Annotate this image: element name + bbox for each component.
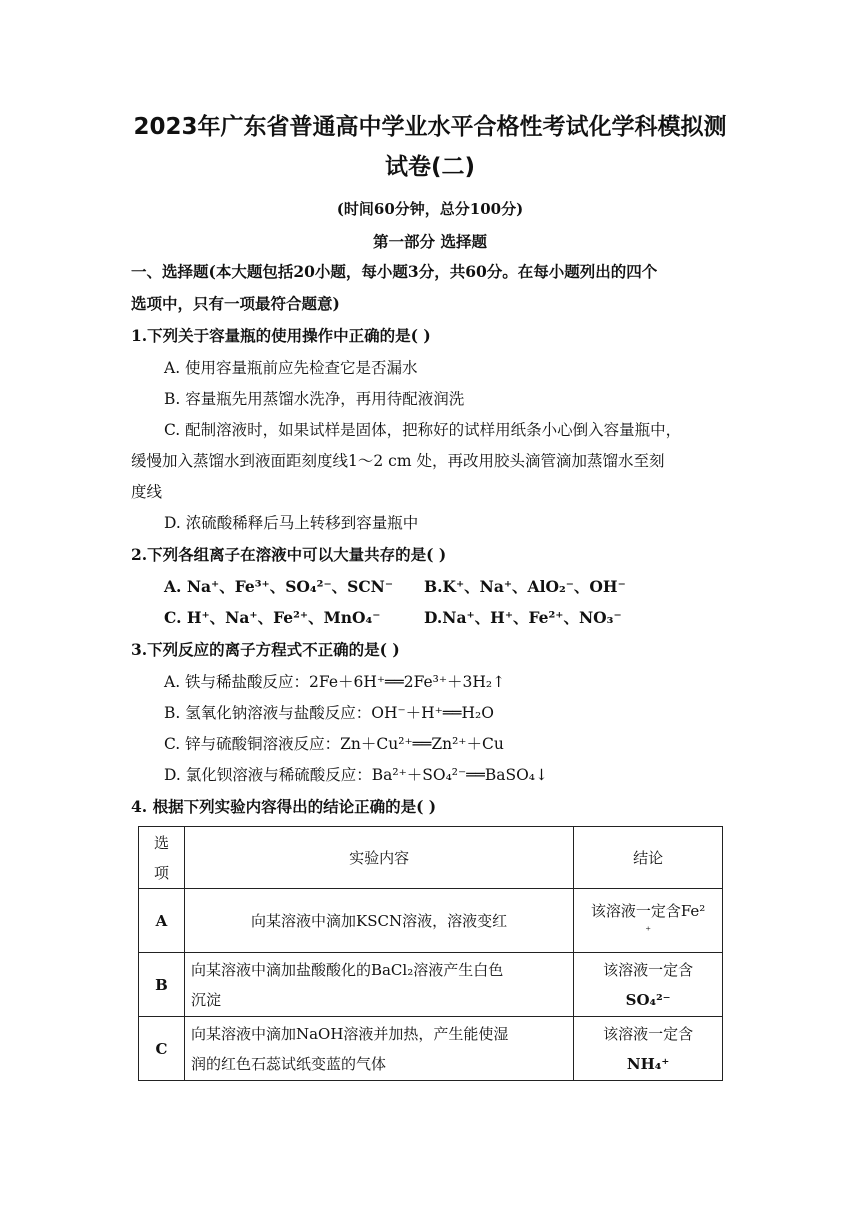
row-conclusion-line2: SO₄²⁻ [625, 990, 671, 1009]
q3-stem: 3.下列反应的离子方程式不正确的是( ) [131, 640, 400, 659]
exam-title-line2: 试卷(二) [384, 154, 476, 180]
row-content-line1: 向某溶液中滴加盐酸酸化的BaCl₂溶液产生白色 [190, 960, 504, 979]
table-row [139, 953, 723, 1017]
section-intro-line1: 一、选择题(本大题包括20小题，每小题3分，共60分。在每小题列出的四个 [131, 262, 658, 281]
header-conclusion: 结论 [574, 827, 723, 889]
row-content [184, 953, 573, 1017]
q4-stem: 4. 根据下列实验内容得出的结论正确的是( ) [131, 797, 437, 816]
q1-stem: 1.下列关于容量瓶的使用操作中正确的是( ) [131, 326, 431, 345]
part-title: 第一部分 选择题 [373, 232, 487, 251]
q2-option-b: B.K⁺、Na⁺、AlO₂⁻、OH⁻ [424, 577, 626, 596]
table-header-row [139, 827, 723, 889]
row-content [184, 1017, 573, 1081]
row-content-line1: 向某溶液中滴加NaOH溶液并加热，产生能使湿 [190, 1024, 509, 1043]
header-option-line1: 选 [153, 833, 169, 852]
q1-option-b: B. 容量瓶先用蒸馏水洗净，再用待配液润洗 [164, 390, 465, 408]
row-option: C [139, 1017, 185, 1081]
row-conclusion [574, 1017, 723, 1081]
table-row [139, 889, 723, 953]
q2-stem: 2.下列各组离子在溶液中可以大量共存的是( ) [131, 545, 447, 564]
row-content-line2: 润的红色石蕊试纸变蓝的气体 [190, 1054, 386, 1073]
row-conclusion-line2: NH₄⁺ [626, 1054, 670, 1073]
q2-option-d: D.Na⁺、H⁺、Fe²⁺、NO₃⁻ [424, 608, 622, 627]
row-conclusion-line1: 该溶液一定含Fe² [590, 901, 706, 920]
row-option: B [139, 953, 185, 1017]
row-conclusion [574, 953, 723, 1017]
time-note: (时间60分钟，总分100分) [336, 200, 524, 218]
q4-table [138, 826, 723, 1081]
exam-title-line1: 2023年广东省普通高中学业水平合格性考试化学科模拟测 [133, 114, 727, 140]
q2-option-a: A. Na⁺、Fe³⁺、SO₄²⁻、SCN⁻ [164, 577, 394, 596]
q2-option-c: C. H⁺、Na⁺、Fe²⁺、MnO₄⁻ [164, 608, 381, 627]
q3-option-a: A. 铁与稀盐酸反应：2Fe＋6H⁺══2Fe³⁺＋3H₂↑ [164, 673, 506, 691]
row-content: 向某溶液中滴加KSCN溶液，溶液变红 [184, 889, 573, 953]
row-conclusion-line2: ⁺ [645, 923, 651, 937]
q1-option-c-line3: 度线 [131, 483, 163, 501]
header-option-line2: 项 [153, 863, 169, 882]
q1-option-c-line2: 缓慢加入蒸馏水到液面距刻度线1～2 cm 处，再改用胶头滴管滴加蒸馏水至刻 [131, 452, 665, 470]
section-intro-line2: 选项中，只有一项最符合题意) [131, 294, 340, 313]
q3-option-c: C. 锌与硫酸铜溶液反应：Zn＋Cu²⁺══Zn²⁺＋Cu [164, 735, 504, 753]
row-conclusion-line1: 该溶液一定含 [603, 1024, 694, 1043]
header-option [139, 827, 185, 889]
row-option: A [139, 889, 185, 953]
table-row [139, 1017, 723, 1081]
q1-option-a: A. 使用容量瓶前应先检查它是否漏水 [164, 359, 418, 377]
q3-option-d: D. 氯化钡溶液与稀硫酸反应：Ba²⁺＋SO₄²⁻══BaSO₄↓ [164, 766, 549, 784]
row-conclusion [574, 889, 723, 953]
row-conclusion-line1: 该溶液一定含 [603, 960, 694, 979]
row-content-line2: 沉淀 [190, 990, 221, 1009]
q1-option-c-line1: C. 配制溶液时，如果试样是固体，把称好的试样用纸条小心倒入容量瓶中， [164, 421, 682, 439]
q3-option-b: B. 氢氧化钠溶液与盐酸反应：OH⁻＋H⁺══H₂O [164, 704, 494, 722]
header-content: 实验内容 [184, 827, 573, 889]
q1-option-d: D. 浓硫酸稀释后马上转移到容量瓶中 [164, 514, 419, 532]
